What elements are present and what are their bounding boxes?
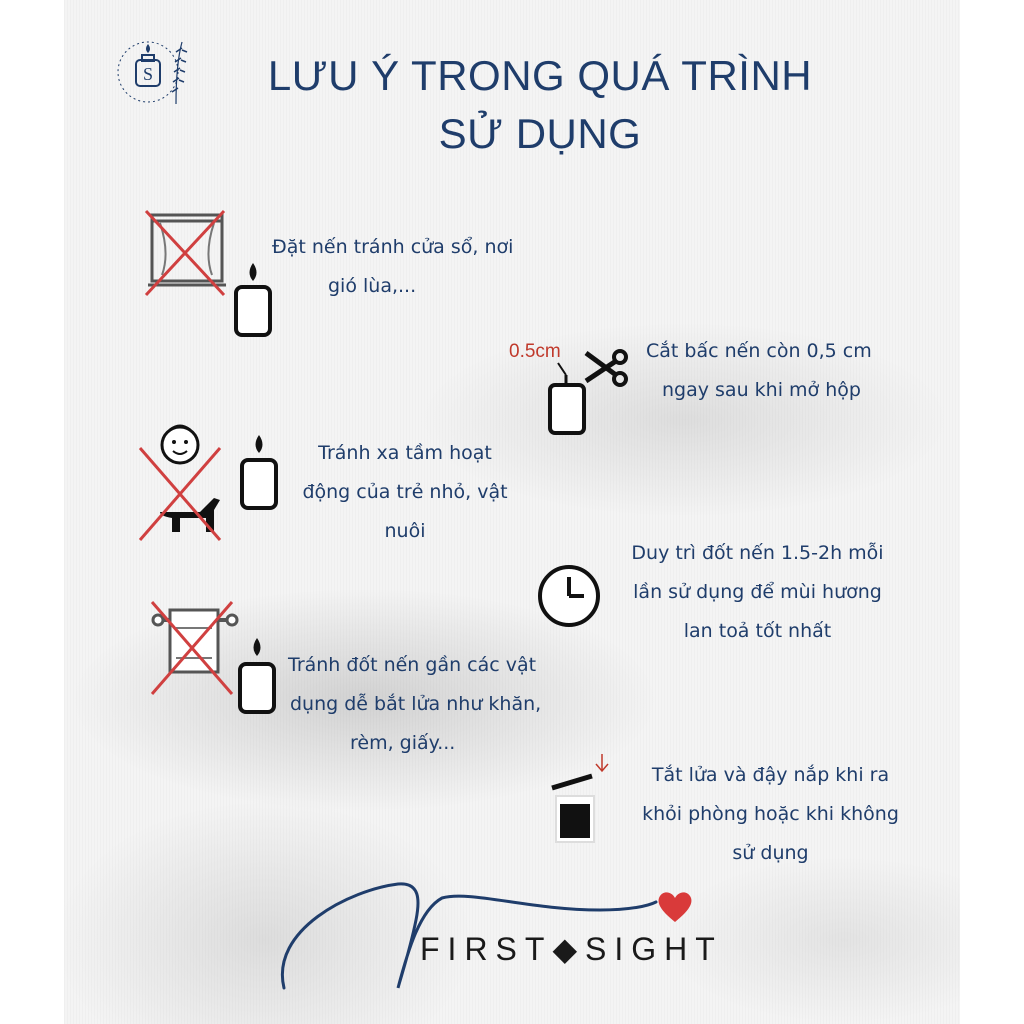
page-title-line-1: LƯU Ý TRONG QUÁ TRÌNH — [267, 52, 813, 99]
page-title-line-2: SỬ DỤNG — [438, 110, 642, 157]
tip-3-text — [290, 434, 520, 551]
tip-6-line-1: Tắt lửa và đậy nắp khi ra — [651, 764, 890, 786]
tip-6-line-2: khỏi phòng hoặc khi không — [642, 803, 899, 825]
child-pet-crossed-icon — [136, 420, 286, 545]
scissors-icon — [540, 345, 635, 440]
tip-1-line-2: gió lùa,... — [328, 275, 417, 297]
tip-3-line-3: nuôi — [384, 520, 426, 542]
tip-6-text — [628, 756, 913, 873]
wick-length-label: 0.5cm — [509, 341, 561, 362]
brand-name: FIRST◆SIGHT — [420, 931, 723, 967]
lid-candle-icon — [546, 750, 616, 850]
window-crossed-icon — [140, 205, 280, 340]
logo-letter: S — [142, 64, 154, 84]
tip-4-line-1: Duy trì đốt nến 1.5-2h mỗi — [631, 542, 884, 564]
tip-5-text — [282, 646, 541, 763]
tip-3-line-2: động của trẻ nhỏ, vật — [302, 481, 508, 503]
tip-5-line-3: rèm, giấy... — [350, 732, 456, 754]
tip-5-line-1: Tránh đốt nến gần các vật — [288, 654, 537, 676]
heart-icon — [656, 890, 694, 924]
tip-6-line-3: sử dụng — [732, 842, 809, 864]
tip-2-line-1: Cắt bấc nến còn 0,5 cm — [646, 340, 872, 362]
tip-4-line-2: lần sử dụng để mùi hương — [633, 581, 882, 603]
towel-crossed-icon — [146, 598, 286, 718]
tip-5-line-2: dụng dễ bắt lửa như khăn, — [290, 693, 542, 715]
tip-4-text — [620, 534, 895, 651]
tip-3-line-1: Tránh xa tầm hoạt — [318, 442, 492, 464]
tip-4-line-3: lan toả tốt nhất — [683, 620, 832, 642]
tip-2-line-2: ngay sau khi mở hộp — [662, 379, 861, 401]
tip-1-line-1: Đặt nến tránh cửa sổ, nơi — [272, 236, 514, 258]
tip-2-text — [646, 332, 872, 410]
tip-1-text — [272, 228, 513, 306]
clock-icon — [536, 563, 602, 629]
